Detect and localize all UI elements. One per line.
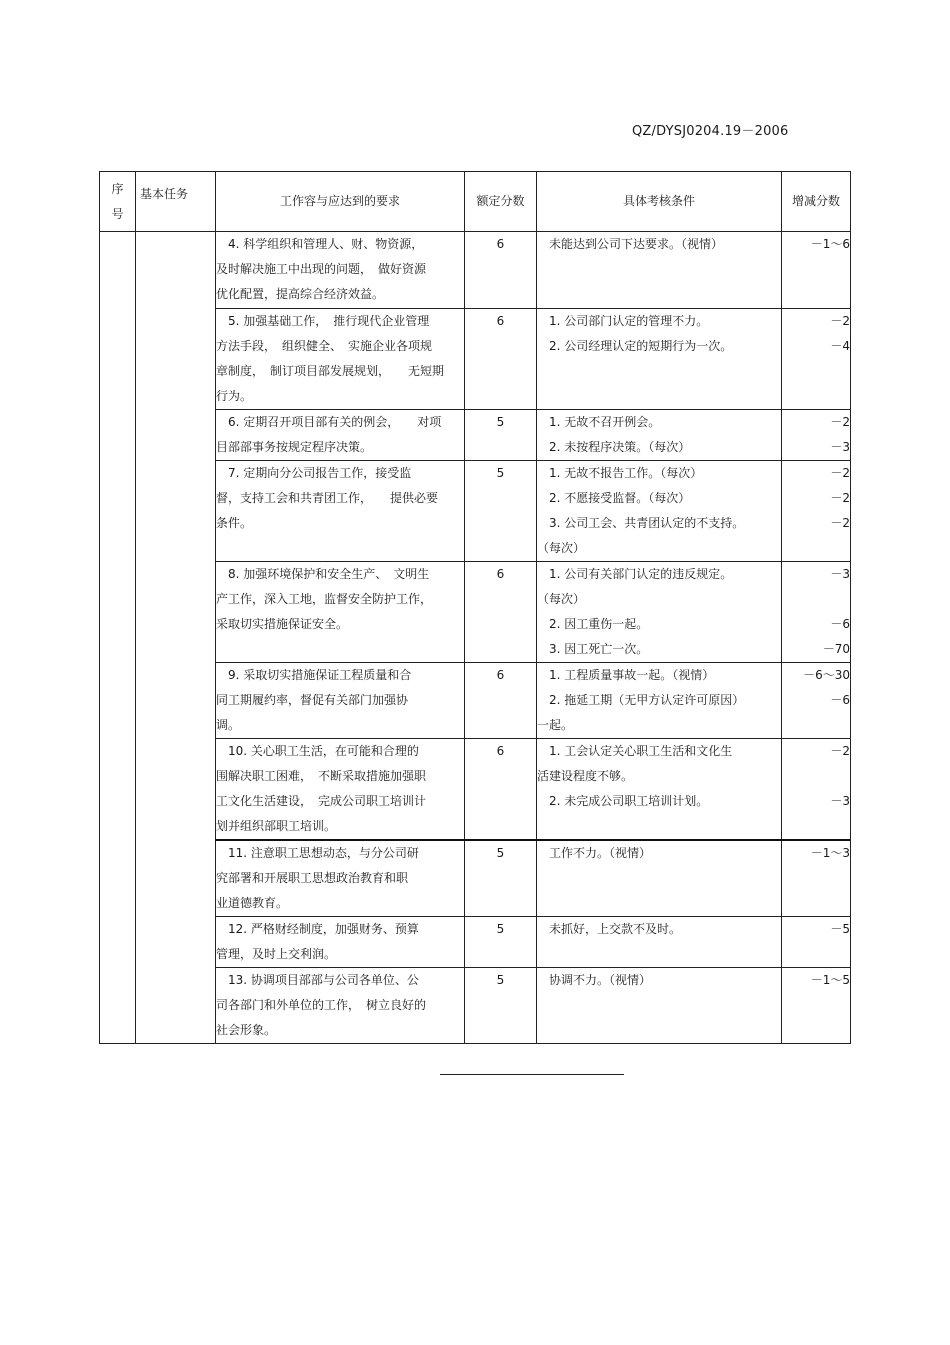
table-row <box>100 232 851 309</box>
condition-line: 3. 公司工会、共青团认定的不支持。 <box>537 516 745 530</box>
content-line: 7. 定期向分公司报告工作，接受监 <box>216 466 412 480</box>
content-line: 督，支持工会和共青团工作， 提供必要 <box>216 491 439 505</box>
content-cell <box>216 461 465 562</box>
delta-line: －4 <box>830 339 850 353</box>
delta-line: －1～5 <box>810 973 850 987</box>
content-line: 优化配置，提高综合经济效益。 <box>216 287 385 301</box>
delta-line: －1～3 <box>810 846 850 860</box>
content-cell <box>216 663 465 739</box>
condition-cell <box>537 739 782 841</box>
delta-line: －3 <box>830 567 850 581</box>
condition-cell <box>537 232 782 309</box>
content-line: 管理，及时上交利润。 <box>216 947 337 961</box>
content-cell <box>216 739 465 841</box>
content-line: 13. 协调项目部部与公司各单位、公 <box>216 973 419 987</box>
condition-line: 活建设程度不够。 <box>537 769 634 783</box>
content-cell <box>216 968 465 1044</box>
score-cell: 5 <box>465 410 537 461</box>
header-seq-bottom: 号 <box>111 206 124 221</box>
condition-line: 1. 无故不召开例会。 <box>537 415 661 429</box>
delta-line: －5 <box>830 922 850 936</box>
delta-line <box>782 764 850 789</box>
condition-cell <box>537 461 782 562</box>
score-cell: 5 <box>465 840 537 917</box>
delta-line: －2 <box>830 516 850 530</box>
content-line: 目部部事务按规定程序决策。 <box>216 440 373 454</box>
condition-cell <box>537 663 782 739</box>
delta-cell <box>782 232 851 309</box>
header-task: 基本任务 <box>136 172 216 232</box>
content-line: 5. 加强基础工作， 推行现代企业管理 <box>216 314 430 328</box>
delta-line: －1～6 <box>810 237 850 251</box>
content-cell <box>216 232 465 309</box>
condition-line: 3. 因工死亡一次。 <box>537 642 649 656</box>
header-condition: 具体考核条件 <box>537 172 782 232</box>
condition-cell <box>537 309 782 410</box>
content-line: 9. 采取切实措施保证工程质量和合 <box>216 668 412 682</box>
condition-line: 2. 因工重伤一起。 <box>537 617 649 631</box>
content-line: 究部署和开展职工思想政治教育和职 <box>216 871 409 885</box>
seq-cell <box>100 232 136 1044</box>
header-seq-top: 序 <box>111 181 124 196</box>
delta-line: －2 <box>830 491 850 505</box>
condition-line: 1. 公司部门认定的管理不力。 <box>537 314 709 328</box>
content-line: 工文化生活建设， 完成公司职工培训计 <box>216 794 427 808</box>
content-line: 行为。 <box>216 389 253 403</box>
content-line: 12. 严格财经制度，加强财务、预算 <box>216 922 419 936</box>
condition-line: （每次） <box>537 541 586 555</box>
condition-line: 1. 无故不报告工作。（每次） <box>537 466 703 480</box>
header-seq <box>100 172 136 232</box>
score-cell: 6 <box>465 663 537 739</box>
content-cell <box>216 840 465 917</box>
delta-line: －2 <box>830 314 850 328</box>
delta-cell <box>782 917 851 968</box>
delta-line: －6 <box>830 617 850 631</box>
condition-line: 1. 工程质量事故一起。（视情） <box>537 668 715 682</box>
delta-line: －3 <box>830 440 850 454</box>
score-cell: 6 <box>465 562 537 663</box>
content-line: 8. 加强环境保护和安全生产、 文明生 <box>216 567 430 581</box>
score-cell: 6 <box>465 739 537 841</box>
delta-cell <box>782 663 851 739</box>
delta-line: －2 <box>830 466 850 480</box>
delta-line: －6～30 <box>803 668 850 682</box>
content-line: 方法手段， 组织健全、 实施企业各项规 <box>216 339 433 353</box>
header-content: 工作容与应达到的要求 <box>216 172 465 232</box>
content-cell <box>216 309 465 410</box>
delta-line: －6 <box>830 693 850 707</box>
content-line: 采取切实措施保证安全。 <box>216 617 349 631</box>
delta-line: －70 <box>822 642 850 656</box>
condition-line: 2. 未完成公司职工培训计划。 <box>537 794 709 808</box>
content-cell <box>216 562 465 663</box>
condition-line: 一起。 <box>537 718 574 732</box>
content-cell <box>216 917 465 968</box>
score-cell: 6 <box>465 232 537 309</box>
condition-line: 2. 不愿接受监督。（每次） <box>537 491 691 505</box>
condition-line: 1. 公司有关部门认定的违反规定。 <box>537 567 733 581</box>
condition-line: （每次） <box>537 592 586 606</box>
score-cell: 5 <box>465 461 537 562</box>
delta-line: －2 <box>830 744 850 758</box>
content-line: 10. 关心职工生活，在可能和合理的 <box>216 744 419 758</box>
content-line: 6. 定期召开项目部有关的例会， 对项 <box>216 415 442 429</box>
task-cell <box>136 232 216 1044</box>
score-cell: 5 <box>465 968 537 1044</box>
content-line: 11. 注意职工思想动态，与分公司研 <box>216 846 419 860</box>
delta-cell <box>782 562 851 663</box>
condition-line: 未能达到公司下达要求。（视情） <box>537 237 724 251</box>
delta-cell <box>782 309 851 410</box>
condition-line: 协调不力。（视情） <box>537 973 652 987</box>
content-line: 章制度， 制订项目部发展规划， 无短期 <box>216 364 445 378</box>
condition-cell <box>537 968 782 1044</box>
condition-line: 2. 拖延工期（无甲方认定许可原因） <box>537 693 745 707</box>
content-line: 社会形象。 <box>216 1023 277 1037</box>
condition-line: 1. 工会认定关心职工生活和文化生 <box>537 744 733 758</box>
condition-line: 2. 公司经理认定的短期行为一次。 <box>537 339 733 353</box>
table-header-row <box>100 172 851 232</box>
condition-cell <box>537 562 782 663</box>
score-cell: 6 <box>465 309 537 410</box>
delta-cell <box>782 840 851 917</box>
content-line: 同工期履约率，督促有关部门加强协 <box>216 693 409 707</box>
condition-line: 未抓好，上交款不及时。 <box>537 922 682 936</box>
delta-cell <box>782 461 851 562</box>
assessment-table <box>99 171 851 1044</box>
content-line: 业道德教育。 <box>216 896 289 910</box>
delta-cell <box>782 968 851 1044</box>
content-line: 及时解决施工中出现的问题， 做好资源 <box>216 262 427 276</box>
content-line: 划并组织部职工培训。 <box>216 819 337 833</box>
condition-line: 2. 未按程序决策。（每次） <box>537 440 691 454</box>
delta-cell <box>782 739 851 841</box>
content-line: 产工作，深入工地，监督安全防护工作， <box>216 592 433 606</box>
bottom-rule <box>440 1074 624 1075</box>
condition-cell <box>537 917 782 968</box>
delta-cell <box>782 410 851 461</box>
score-cell: 5 <box>465 917 537 968</box>
delta-line <box>782 587 850 612</box>
condition-line: 工作不力。（视情） <box>537 846 652 860</box>
document-code: QZ/DYSJ0204.19－2006 <box>632 124 789 139</box>
condition-cell <box>537 410 782 461</box>
header-score: 额定分数 <box>465 172 537 232</box>
condition-cell <box>537 840 782 917</box>
content-cell <box>216 410 465 461</box>
content-line: 调。 <box>216 718 241 732</box>
delta-line: －3 <box>830 794 850 808</box>
content-line: 条件。 <box>216 516 253 530</box>
header-delta: 增减分数 <box>782 172 851 232</box>
delta-line: －2 <box>830 415 850 429</box>
content-line: 围解决职工困难， 不断采取措施加强职 <box>216 769 427 783</box>
content-line: 司各部门和外单位的工作， 树立良好的 <box>216 998 427 1012</box>
content-line: 4. 科学组织和管理人、财、物资源， <box>216 237 424 251</box>
